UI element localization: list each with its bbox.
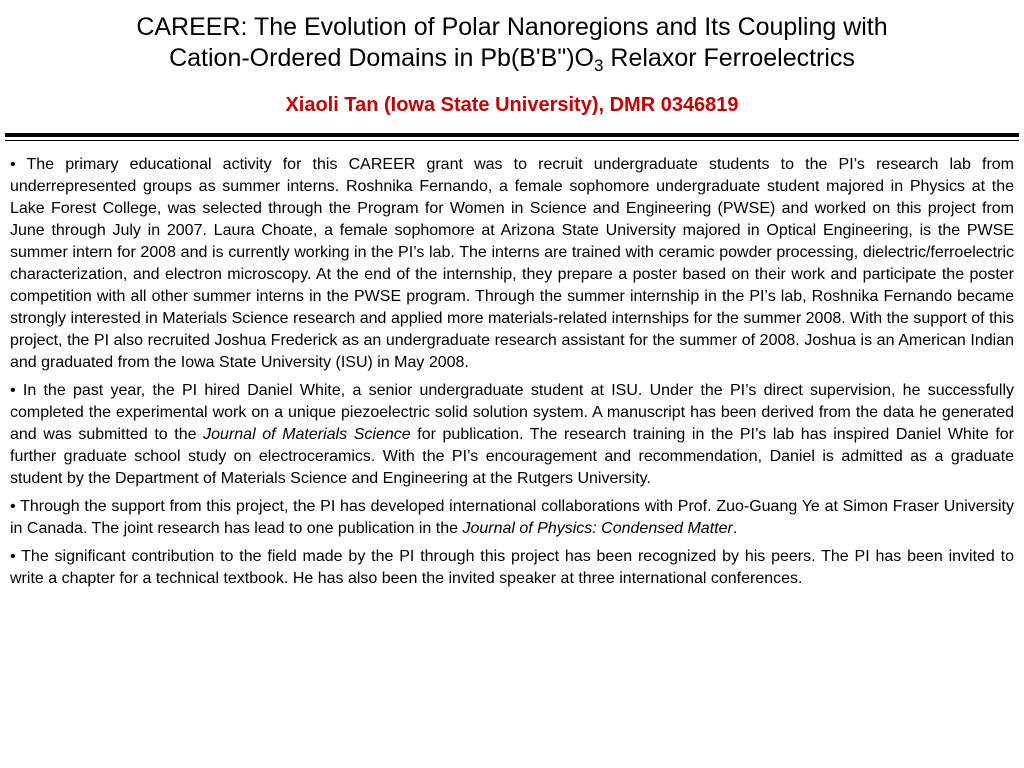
paragraph-2	[10, 380, 1014, 490]
title-line-2-end: Relaxor Ferroelectrics	[603, 44, 855, 72]
divider-thin	[5, 140, 1019, 141]
journal-name-physics-condensed-matter: Journal of Physics: Condensed Matter	[462, 520, 733, 537]
paragraph-3-start: • Through the support from this project, the PI has developed international collaborations with Prof. Zuo-Guang Ye at Simon Fraser University in Canada. The joint research has lead to one publication in the	[10, 498, 1014, 537]
title-line-2	[0, 43, 1024, 74]
paragraph-2-end: for publication. The research training in the PI’s lab has inspired Daniel White for further graduate school study on electroceramics. With the PI’s encouragement and recommendation, Daniel is admitted as a graduate student by the Department of Materials Science and Engineering at the Rutgers University.	[10, 426, 1015, 487]
paragraph-4: • The significant contribution to the field made by the PI through this project has been recognized by his peers. The PI has been invited to write a chapter for a technical textbook. He has also been the invited speaker at three international conferences.	[10, 548, 1014, 587]
paragraph-3-end: .	[732, 520, 738, 537]
title-line-2-main: Cation-Ordered Domains in Pb(B'B")O	[169, 44, 594, 72]
title-line-1: CAREER: The Evolution of Polar Nanoregions and Its Coupling with	[136, 13, 888, 41]
paragraph-1: • The primary educational activity for this CAREER grant was to recruit undergraduate students to the PI’s research lab from underrepresented groups as summer interns. Roshnika Fernando, a female sophomore undergraduate student majored in Physics at the Lake Forest College, was selected through the Program for Women in Science and Engineering (PWSE) and worked on this project from June through July in 2007. Laura Choate, a female sophomore at Arizona State University majored in Optical Engineering, is the PWSE summer intern for 2008 and is currently working in the PI’s lab. The interns are trained with ceramic powder processing, dielectric/ferroelectric characterization, and electron microscopy. At the end of the internship, they prepare a poster based on their work and participate the poster competition with all other summer interns in the PWSE program. Through the summer internship in the PI’s lab, Roshnika Fernando became strongly interested in Materials Science research and applied more materials-related internships for the summer 2008. With the support of this project, the PI also recruited Joshua Frederick as an undergraduate research assistant for the summer of 2008. Joshua is an American Indian and graduated from the Iowa State University (ISU) in May 2008.	[10, 156, 1014, 371]
body-text	[10, 154, 1014, 596]
page-title	[0, 12, 1024, 74]
journal-name-materials-science: Journal of Materials Science	[203, 426, 411, 443]
paragraph-3	[10, 496, 1014, 540]
divider-thick	[5, 133, 1019, 137]
paragraph-2-start: • In the past year, the PI hired Daniel White, a senior undergraduate student at ISU. Under the PI’s direct supervision, he successfully completed the experimental work on a unique piezoelectric solid solution system. A manuscript has been derived from the data he generated and was submitted to the	[10, 382, 1014, 443]
author-line: Xiaoli Tan (Iowa State University), DMR 0346819	[285, 94, 739, 116]
title-subscript: 3	[594, 56, 604, 75]
